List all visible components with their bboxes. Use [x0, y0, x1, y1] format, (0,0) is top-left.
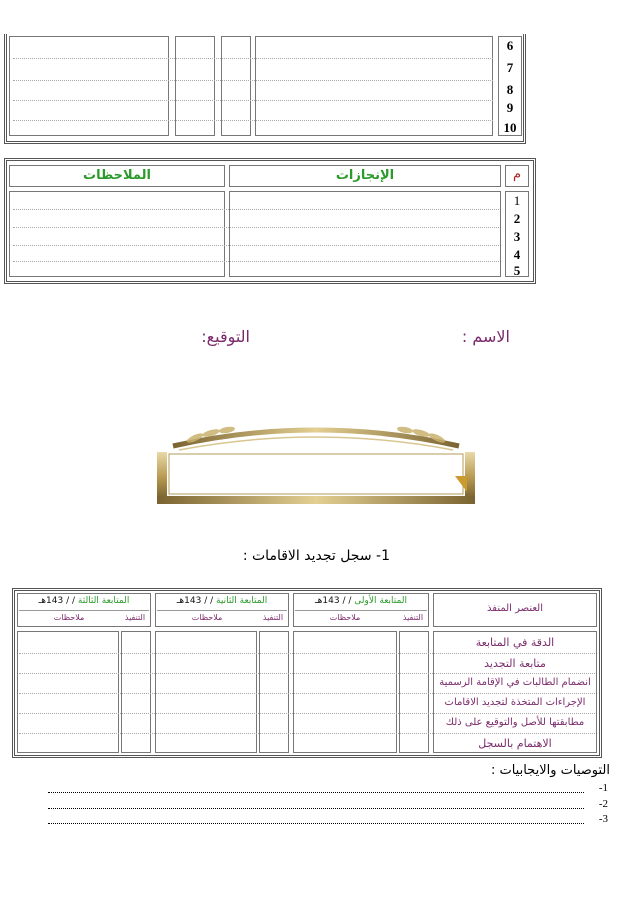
achievements-table	[4, 158, 536, 284]
f1-notes-col	[293, 631, 397, 753]
followup-2-notes: ملاحظات	[191, 613, 223, 622]
f1-exec-col	[399, 631, 429, 753]
element-header: العنصر المنفذ	[487, 603, 543, 614]
followup-3-title	[17, 596, 151, 606]
item-label: متابعة التجديد	[484, 657, 546, 670]
followup-2-title	[155, 596, 289, 606]
col-c	[221, 36, 251, 136]
line-number: -1	[598, 782, 608, 794]
notes-col	[9, 191, 225, 277]
recommendations-title: التوصيات والايجابيات :	[490, 763, 610, 778]
achievements-col	[229, 191, 501, 277]
item-label: الإجراءات المتخذة لتجديد الاقامات	[444, 697, 586, 708]
row-number: 4	[513, 247, 521, 262]
followup-3-exec: التنفيذ	[124, 613, 146, 622]
row-number: 8	[506, 82, 514, 97]
f2-notes-col	[155, 631, 257, 753]
line-number: -2	[598, 798, 608, 810]
header-achievements: الإنجازات	[335, 168, 395, 183]
followup-1-notes: ملاحظات	[329, 613, 361, 622]
followup-title: المتابعة الثانية	[216, 596, 268, 606]
followup-date: / / 143هـ	[315, 596, 352, 606]
item-label: مطابقتها للأصل والتوقيع على ذلك	[445, 717, 585, 728]
line-number: -3	[598, 813, 608, 825]
followup-date: / / 143هـ	[176, 596, 214, 606]
header-notes: الملاحظات	[83, 168, 151, 183]
row-number: 3	[513, 229, 521, 244]
f3-exec-col	[121, 631, 151, 753]
section-title: 1- سجل تجديد الاقامات :	[242, 548, 390, 564]
col-a	[9, 36, 169, 136]
row-number: 9	[506, 100, 514, 115]
followup-2-exec: التنفيذ	[262, 613, 284, 622]
followup-title: المتابعة الثالثة	[77, 596, 130, 606]
header-m: م	[512, 167, 522, 182]
recommendation-line	[48, 798, 608, 814]
item-label: الاهتمام بالسجل	[478, 737, 552, 750]
followup-title: المتابعة الأولى	[354, 596, 407, 606]
row-number: 10	[503, 120, 517, 135]
item-label: انضمام الطالبات في الإقامة الرسمية	[439, 677, 591, 688]
col-b	[175, 36, 215, 136]
followup-3-notes: ملاحظات	[53, 613, 85, 622]
col-d	[255, 36, 493, 136]
row-number: 1	[513, 193, 521, 208]
signature-label: التوقيع:	[201, 327, 250, 346]
name-label: الاسم :	[461, 327, 510, 346]
f3-notes-col	[17, 631, 119, 753]
followup-date: / / 143هـ	[38, 596, 76, 606]
items-col	[433, 631, 597, 753]
row-number: 7	[506, 60, 514, 75]
item-label: الدقة في المتابعة	[475, 636, 555, 649]
recommendation-line	[48, 782, 608, 798]
decorative-frame	[155, 420, 477, 505]
recommendation-line	[48, 813, 608, 829]
ornament-frame-graphic	[155, 420, 477, 505]
f2-exec-col	[259, 631, 289, 753]
row-number: 2	[513, 211, 521, 226]
table-rows-6-10	[4, 34, 526, 144]
followup-1-exec: التنفيذ	[402, 613, 424, 622]
residency-table	[12, 588, 602, 758]
row-number: 5	[513, 263, 521, 278]
followup-1-title	[293, 596, 429, 606]
row-number: 6	[506, 38, 514, 53]
